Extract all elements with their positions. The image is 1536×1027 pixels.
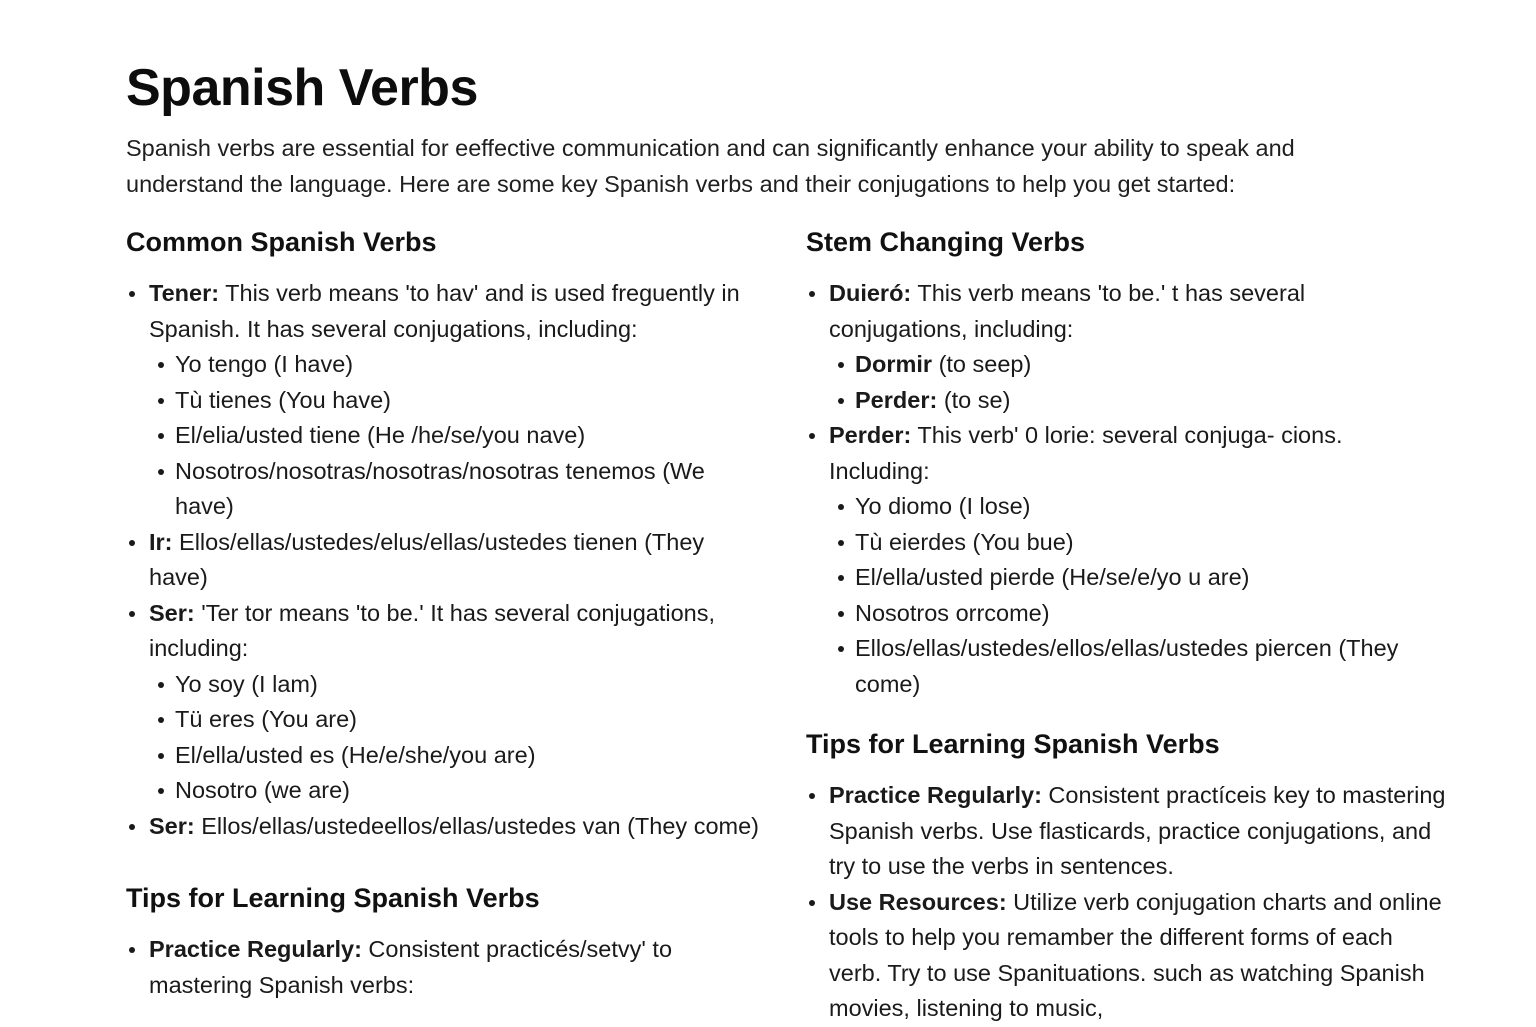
conjugation-item: Nosotro (we are) [149, 773, 766, 809]
verb-term: Tener: [149, 280, 220, 306]
tip-description: Consistent practicés/setvy' to mastering Spanish verbs: [149, 936, 673, 998]
conjugation-list [149, 667, 766, 809]
conjugation-item: Nosotros orrcome) [829, 596, 1446, 632]
conjugation-item: El/elia/usted tiene (He /he/se/you nave) [149, 418, 766, 454]
conjugation-item: Tù eierdes (You bue) [829, 525, 1446, 561]
page-title: Spanish Verbs [126, 59, 478, 117]
conjugation-item [829, 383, 1446, 419]
conjugation-item: Tü eres (You are) [149, 702, 766, 738]
conjugation-list [829, 347, 1446, 418]
intro-paragraph: Spanish verbs are essential for eeffective communication and can significantly enhance your ability to speak and understand the language. Here are some key Spanish verbs and their conjugations to help you get started: [126, 135, 1295, 197]
tip-term: Practice Regularly: [829, 782, 1042, 808]
section-heading-common-verbs: Common Spanish Verbs [126, 227, 437, 257]
verb-description: Ellos/ellas/ustedeellos/ellas/ustedes van (They come) [194, 812, 759, 839]
verb-description: Ellos/ellas/ustedes/elus/ellas/ustedes tienen (They have) [149, 528, 705, 590]
common-verbs-list [126, 276, 766, 844]
list-item [126, 596, 766, 809]
tip-item [806, 778, 1446, 885]
list-item [806, 418, 1446, 702]
tip-term: Use Resources: [829, 888, 1007, 915]
list-item [806, 276, 1446, 418]
conjugation-item: Nosotros/nosotras/nosotras/nosotras tenemos (We have) [149, 454, 766, 525]
tips-list [126, 932, 766, 1003]
conjugation-list [149, 347, 766, 525]
verb-term: Ir: [149, 528, 173, 555]
list-item [126, 525, 766, 596]
sub-verb-term: Perder: [855, 386, 938, 413]
verb-description: 'Ter tor means 'to be.' It has several conjugations, including: [149, 599, 716, 661]
conjugation-item: Tù tienes (You have) [149, 383, 766, 419]
conjugation-item: El/ella/usted pierde (He/se/e/yo u are) [829, 560, 1446, 596]
left-column [126, 222, 766, 1003]
right-column [806, 222, 1446, 1027]
verb-term: Duieró: [829, 280, 912, 306]
conjugation-item [829, 347, 1446, 383]
tip-item [806, 885, 1446, 1027]
tip-description: Utilize verb conjugation charts and online tools to help you remamber the different forms of each verb. Try to use Spanituations. such as watching Spanish movies, listening to music, [829, 888, 1442, 1021]
section-heading-tips: Tips for Learning Spanish Verbs [126, 883, 540, 913]
tip-item [126, 932, 766, 1003]
conjugation-item: Ellos/ellas/ustedes/ellos/ellas/ustedes piercen (They come) [829, 631, 1446, 702]
verb-term: Ser: [149, 599, 195, 626]
verb-description: This verb means 'to hav' and is used freguently in Spanish. It has several conjugations, including: [149, 280, 740, 342]
conjugation-item: Yo tengo (I have) [149, 347, 766, 383]
conjugation-item: Yo diomo (I lose) [829, 489, 1446, 525]
tip-description: Consistent practíceis key to mastering Spanish verbs. Use flasticards, practice conjugations, and try to use the verbs in sentences. [829, 782, 1446, 879]
verb-term: Perder: [829, 422, 912, 448]
tips-list [806, 778, 1446, 1027]
conjugation-list [829, 489, 1446, 702]
conjugation-item: Yo soy (I lam) [149, 667, 766, 703]
stem-changing-list [806, 276, 1446, 702]
list-item [126, 809, 766, 845]
tip-term: Practice Regularly: [149, 936, 362, 962]
list-item [126, 276, 766, 525]
section-heading-stem-changing: Stem Changing Verbs [806, 227, 1086, 257]
conjugation-item: El/ella/usted es (He/e/she/you are) [149, 738, 766, 774]
sub-verb-term: Dormir [855, 351, 933, 377]
section-heading-tips: Tips for Learning Spanish Verbs [806, 729, 1220, 759]
verb-description: This verb' 0 lorie: several conjuga- cions. Including: [829, 422, 1343, 484]
sub-verb-description: (to se) [937, 386, 1011, 413]
verb-term: Ser: [149, 812, 195, 839]
sub-verb-description: (to seep) [932, 351, 1032, 377]
verb-description: This verb means 'to be.' t has several conjugations, including: [829, 280, 1306, 342]
